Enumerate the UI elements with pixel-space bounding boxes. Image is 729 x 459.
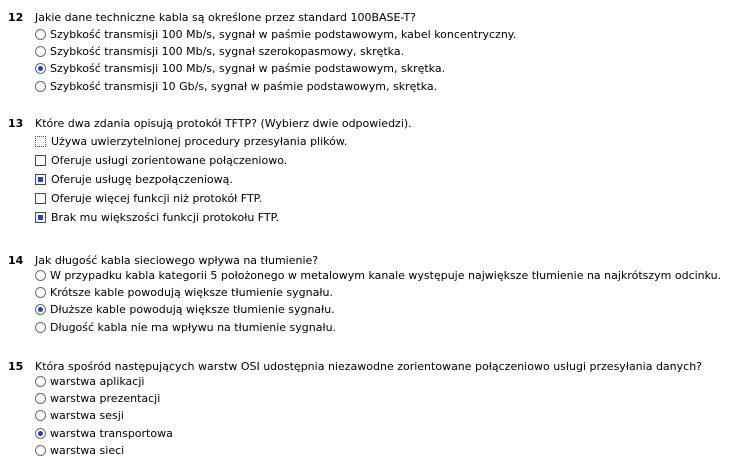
- option[interactable]: [35, 407, 173, 424]
- radio-button[interactable]: [35, 304, 46, 315]
- radio-button[interactable]: [35, 428, 46, 439]
- option[interactable]: [35, 442, 173, 459]
- checkbox[interactable]: [35, 193, 46, 204]
- radio-button[interactable]: [35, 287, 46, 298]
- radio-button[interactable]: [35, 63, 46, 74]
- option-label: warstwa sesji: [50, 409, 124, 423]
- option[interactable]: [35, 132, 347, 151]
- option[interactable]: [35, 319, 721, 336]
- option[interactable]: [35, 60, 516, 77]
- option[interactable]: [35, 267, 721, 284]
- options-list: [35, 26, 516, 95]
- option[interactable]: [35, 26, 516, 43]
- options-list: [35, 373, 173, 459]
- option-label: Oferuje usługi zorientowane połączeniowo.: [51, 154, 288, 167]
- radio-button[interactable]: [35, 29, 46, 40]
- radio-button[interactable]: [35, 322, 46, 333]
- options-list: [35, 267, 721, 336]
- question-number: 15: [8, 360, 24, 373]
- radio-button[interactable]: [35, 445, 46, 456]
- radio-button[interactable]: [35, 376, 46, 387]
- option[interactable]: [35, 301, 721, 318]
- question-text: Jakie dane techniczne kabla są określone przez standard 100BASE-T?: [35, 11, 417, 24]
- options-list: [35, 132, 347, 227]
- option-label: Szybkość transmisji 10 Gb/s, sygnał w paśmie podstawowym, skrętka.: [50, 79, 438, 93]
- option-label: warstwa sieci: [50, 443, 125, 457]
- question-text: Jak długość kabla sieciowego wpływa na tłumienie?: [35, 254, 319, 267]
- question-number: 14: [8, 254, 24, 267]
- option-label: Brak mu większości funkcji protokołu FTP.: [51, 211, 280, 224]
- option[interactable]: [35, 390, 173, 407]
- option[interactable]: [35, 208, 347, 227]
- option-label: Długość kabla nie ma wpływu na tłumienie sygnału.: [50, 320, 337, 334]
- radio-button[interactable]: [35, 81, 46, 92]
- option-label: warstwa aplikacji: [50, 375, 145, 389]
- question-number: 12: [8, 11, 24, 24]
- option[interactable]: [35, 151, 347, 170]
- option[interactable]: [35, 373, 173, 390]
- checkbox[interactable]: [35, 174, 46, 185]
- question-text: Które dwa zdania opisują protokół TFTP? (Wybierz dwie odpowiedzi).: [35, 117, 412, 130]
- option[interactable]: [35, 170, 347, 189]
- radio-button[interactable]: [35, 410, 46, 421]
- option-label: W przypadku kabla kategorii 5 położonego w metalowym kanale występuje największe tłumienie na najkrótszym odcinku.: [50, 269, 722, 283]
- option[interactable]: [35, 43, 516, 60]
- option[interactable]: [35, 425, 173, 442]
- checkbox[interactable]: [35, 212, 46, 223]
- checkbox[interactable]: [35, 136, 46, 147]
- option-label: Dłuższe kable powodują większe tłumienie sygnału.: [50, 303, 335, 317]
- option-label: Używa uwierzytelnionej procedury przesyłania plików.: [51, 135, 348, 148]
- option-label: Szybkość transmisji 100 Mb/s, sygnał szerokopasmowy, skrętka.: [50, 45, 405, 59]
- option-label: Oferuje więcej funkcji niż protokół FTP.: [51, 192, 263, 205]
- option-label: Krótsze kable powodują większe tłumienie sygnału.: [50, 286, 333, 300]
- option-label: Oferuje usługę bezpołączeniową.: [51, 173, 233, 186]
- question-text: Która spośród następujących warstw OSI udostępnia niezawodne zorientowane połączeniowo usługi przesyłania danych?: [35, 360, 703, 373]
- checkbox[interactable]: [35, 155, 46, 166]
- option-label: warstwa prezentacji: [50, 392, 161, 406]
- radio-button[interactable]: [35, 270, 46, 281]
- option-label: warstwa transportowa: [50, 426, 173, 440]
- option[interactable]: [35, 78, 516, 95]
- option[interactable]: [35, 284, 721, 301]
- option[interactable]: [35, 189, 347, 208]
- question-number: 13: [8, 117, 24, 130]
- option-label: Szybkość transmisji 100 Mb/s, sygnał w paśmie podstawowym, kabel koncentryczny.: [50, 28, 517, 42]
- radio-button[interactable]: [35, 393, 46, 404]
- option-label: Szybkość transmisji 100 Mb/s, sygnał w paśmie podstawowym, skrętka.: [50, 62, 446, 76]
- radio-button[interactable]: [35, 46, 46, 57]
